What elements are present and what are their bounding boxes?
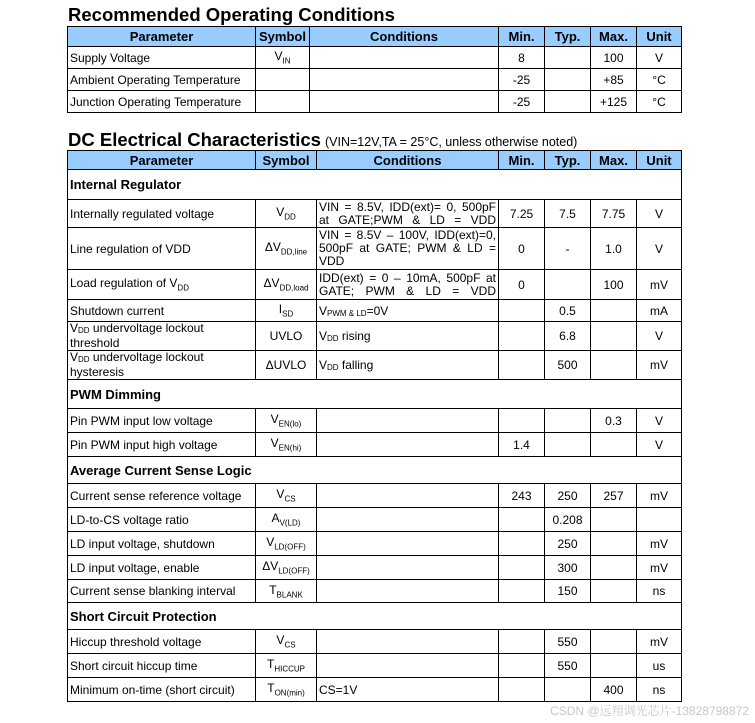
cell-unit: V — [637, 228, 682, 270]
cell-symbol: $V_{CS}$ — [256, 630, 317, 654]
cell-typ: 0.5 — [545, 300, 591, 322]
cell-parameter: Hiccup threshold voltage — [68, 630, 256, 654]
cell-unit: V — [637, 322, 682, 351]
cell-typ: 7.5 — [545, 200, 591, 228]
cell-parameter: Minimum on-time (short circuit) — [68, 678, 256, 702]
cell-unit: mV — [637, 532, 682, 556]
cell-unit: V — [637, 409, 682, 433]
cell-typ — [545, 409, 591, 433]
header-conditions: Conditions — [310, 27, 499, 47]
cell-typ: 250 — [545, 532, 591, 556]
header-symbol: Symbol — [256, 27, 310, 47]
cell-parameter: Ambient Operating Temperature — [68, 69, 256, 91]
cell-typ: 500 — [545, 351, 591, 380]
cell-parameter: LD input voltage, shutdown — [68, 532, 256, 556]
header-conditions: Conditions — [317, 151, 499, 170]
cell-min — [499, 630, 545, 654]
cell-max: 0.3 — [591, 409, 637, 433]
cell-parameter: VDD undervoltage lockout threshold — [68, 322, 256, 351]
header-max: Max. — [591, 27, 637, 47]
table-row — [68, 508, 682, 532]
cell-conditions: VPWM & LD=0V — [317, 300, 499, 322]
table-row — [68, 47, 682, 69]
table-row — [68, 409, 682, 433]
cell-conditions: VDD rising — [317, 322, 499, 351]
cell-unit: ns — [637, 580, 682, 603]
cell-max — [591, 630, 637, 654]
cell-typ — [545, 270, 591, 300]
dc-characteristics-heading: DC Electrical Characteristics — [68, 129, 321, 150]
cell-min: 7.25 — [499, 200, 545, 228]
cell-unit: °C — [637, 91, 682, 113]
table-row — [68, 351, 682, 380]
cell-max: 400 — [591, 678, 637, 702]
cell-max — [591, 300, 637, 322]
cell-parameter: Junction Operating Temperature — [68, 91, 256, 113]
table-row — [68, 484, 682, 508]
table-row — [68, 580, 682, 603]
cell-min: 0 — [499, 228, 545, 270]
cell-parameter: Current sense blanking interval — [68, 580, 256, 603]
cell-min — [499, 532, 545, 556]
cell-max — [591, 508, 637, 532]
cell-min: -25 — [499, 69, 545, 91]
header-unit: Unit — [637, 151, 682, 170]
header-min: Min. — [499, 151, 545, 170]
section-label: Internal Regulator — [68, 170, 682, 200]
cell-typ — [545, 678, 591, 702]
cell-parameter: Pin PWM input high voltage — [68, 433, 256, 457]
cell-min — [499, 654, 545, 678]
cell-max — [591, 556, 637, 580]
cell-typ: 550 — [545, 630, 591, 654]
cell-unit: V — [637, 200, 682, 228]
cell-parameter: Load regulation of $V_{DD}$ — [68, 270, 256, 300]
cell-symbol: UVLO — [256, 322, 317, 351]
recommended-operating-conditions-title: Recommended Operating Conditions — [68, 4, 395, 25]
cell-symbol: $V_{IN}$ — [256, 47, 310, 69]
cell-typ: - — [545, 228, 591, 270]
cell-typ: 150 — [545, 580, 591, 603]
cell-parameter: Current sense reference voltage — [68, 484, 256, 508]
section-row-pwm-dimming — [68, 380, 682, 409]
cell-typ: 6.8 — [545, 322, 591, 351]
cell-symbol: $\Delta V_{LD(OFF)}$ — [256, 556, 317, 580]
cell-min — [499, 678, 545, 702]
cell-conditions — [317, 556, 499, 580]
cell-symbol: $V_{CS}$ — [256, 484, 317, 508]
cell-min: 8 — [499, 47, 545, 69]
cell-max — [591, 433, 637, 457]
cell-parameter: Line regulation of VDD — [68, 228, 256, 270]
cell-max — [591, 580, 637, 603]
header-parameter: Parameter — [68, 151, 256, 170]
cell-symbol: $V_{DD}$ — [256, 200, 317, 228]
cell-conditions — [317, 654, 499, 678]
cell-unit: ns — [637, 678, 682, 702]
recommended-operating-conditions-table — [67, 26, 682, 113]
dc-characteristics-note: (VIN=12V,TA = 25°C, unless otherwise noted) — [324, 135, 578, 149]
table-row — [68, 270, 682, 300]
cell-unit: °C — [637, 69, 682, 91]
table-header-row — [68, 151, 682, 170]
cell-typ — [545, 91, 591, 113]
cell-symbol: $T_{BLANK}$ — [256, 580, 317, 603]
table-row — [68, 654, 682, 678]
cell-parameter: VDD undervoltage lockout hysteresis — [68, 351, 256, 380]
cell-typ — [545, 69, 591, 91]
cell-typ: 250 — [545, 484, 591, 508]
table-row — [68, 433, 682, 457]
table-row — [68, 532, 682, 556]
cell-min — [499, 508, 545, 532]
table-header-row — [68, 27, 682, 47]
table-row — [68, 300, 682, 322]
cell-max: +125 — [591, 91, 637, 113]
cell-conditions: VIN = 8.5V – 100V, IDD(ext)=0, 500pF at GATE; PWM & LD = VDD — [317, 228, 499, 270]
section-label: Short Circuit Protection — [68, 603, 682, 630]
cell-symbol: ΔUVLO — [256, 351, 317, 380]
header-typ: Typ. — [545, 151, 591, 170]
header-parameter: Parameter — [68, 27, 256, 47]
cell-conditions — [317, 409, 499, 433]
cell-symbol: $V_{EN(hi)}$ — [256, 433, 317, 457]
cell-min — [499, 322, 545, 351]
table-row — [68, 556, 682, 580]
table-row — [68, 322, 682, 351]
cell-conditions: VIN = 8.5V, IDD(ext)= 0, 500pF at GATE;PWM & LD = VDD — [317, 200, 499, 228]
cell-conditions — [317, 433, 499, 457]
cell-conditions — [317, 630, 499, 654]
section-row-current-sense — [68, 457, 682, 484]
cell-min: 1.4 — [499, 433, 545, 457]
cell-conditions — [317, 532, 499, 556]
section-row-short-circuit — [68, 603, 682, 630]
cell-max — [591, 322, 637, 351]
cell-min — [499, 409, 545, 433]
cell-parameter: LD-to-CS voltage ratio — [68, 508, 256, 532]
cell-typ — [545, 433, 591, 457]
section-label: PWM Dimming — [68, 380, 682, 409]
table-row — [68, 200, 682, 228]
cell-conditions — [317, 508, 499, 532]
cell-conditions: CS=1V — [317, 678, 499, 702]
cell-symbol: $A_{V(LD)}$ — [256, 508, 317, 532]
dc-characteristics-table — [67, 150, 682, 702]
cell-symbol: $\Delta V_{DD,line}$ — [256, 228, 317, 270]
cell-max — [591, 351, 637, 380]
cell-unit: us — [637, 654, 682, 678]
cell-conditions — [310, 91, 499, 113]
cell-conditions: IDD(ext) = 0 – 10mA, 500pF at GATE; PWM & LD = VDD — [317, 270, 499, 300]
table-row — [68, 69, 682, 91]
cell-unit: V — [637, 47, 682, 69]
cell-min — [499, 580, 545, 603]
cell-unit: V — [637, 433, 682, 457]
cell-min: 0 — [499, 270, 545, 300]
cell-max — [591, 654, 637, 678]
cell-min: 243 — [499, 484, 545, 508]
table-row — [68, 678, 682, 702]
cell-min — [499, 556, 545, 580]
cell-parameter: LD input voltage, enable — [68, 556, 256, 580]
cell-max — [591, 532, 637, 556]
watermark: CSDN @远翔调光芯片-13828798872 — [550, 704, 749, 718]
cell-max: +85 — [591, 69, 637, 91]
cell-conditions — [310, 69, 499, 91]
cell-conditions — [310, 47, 499, 69]
cell-unit: mV — [637, 270, 682, 300]
header-unit: Unit — [637, 27, 682, 47]
cell-min — [499, 351, 545, 380]
header-max: Max. — [591, 151, 637, 170]
cell-symbol: $I_{SD}$ — [256, 300, 317, 322]
cell-unit: mV — [637, 630, 682, 654]
cell-unit — [637, 508, 682, 532]
cell-unit: mV — [637, 484, 682, 508]
cell-symbol — [256, 91, 310, 113]
header-typ: Typ. — [545, 27, 591, 47]
section-row-internal-regulator — [68, 170, 682, 200]
cell-parameter: Internally regulated voltage — [68, 200, 256, 228]
table-row — [68, 91, 682, 113]
cell-symbol: $\Delta V_{DD,load}$ — [256, 270, 317, 300]
cell-conditions: VDD falling — [317, 351, 499, 380]
cell-conditions — [317, 580, 499, 603]
cell-max: 257 — [591, 484, 637, 508]
cell-parameter: Supply Voltage — [68, 47, 256, 69]
cell-conditions — [317, 484, 499, 508]
cell-max: 100 — [591, 47, 637, 69]
cell-unit: mV — [637, 556, 682, 580]
cell-symbol — [256, 69, 310, 91]
header-symbol: Symbol — [256, 151, 317, 170]
cell-typ — [545, 47, 591, 69]
cell-typ: 300 — [545, 556, 591, 580]
cell-symbol: $T_{ON(min)}$ — [256, 678, 317, 702]
cell-symbol: $T_{HICCUP}$ — [256, 654, 317, 678]
table-row — [68, 630, 682, 654]
cell-typ: 0.208 — [545, 508, 591, 532]
cell-max: 7.75 — [591, 200, 637, 228]
cell-parameter: Shutdown current — [68, 300, 256, 322]
header-min: Min. — [499, 27, 545, 47]
cell-parameter: Short circuit hiccup time — [68, 654, 256, 678]
cell-unit: mA — [637, 300, 682, 322]
cell-symbol: $V_{LD(OFF)}$ — [256, 532, 317, 556]
cell-symbol: $V_{EN(lo)}$ — [256, 409, 317, 433]
cell-max: 100 — [591, 270, 637, 300]
cell-min — [499, 300, 545, 322]
cell-min: -25 — [499, 91, 545, 113]
table-row — [68, 228, 682, 270]
cell-max: 1.0 — [591, 228, 637, 270]
cell-unit: mV — [637, 351, 682, 380]
cell-typ: 550 — [545, 654, 591, 678]
cell-parameter: Pin PWM input low voltage — [68, 409, 256, 433]
section-label: Average Current Sense Logic — [68, 457, 682, 484]
